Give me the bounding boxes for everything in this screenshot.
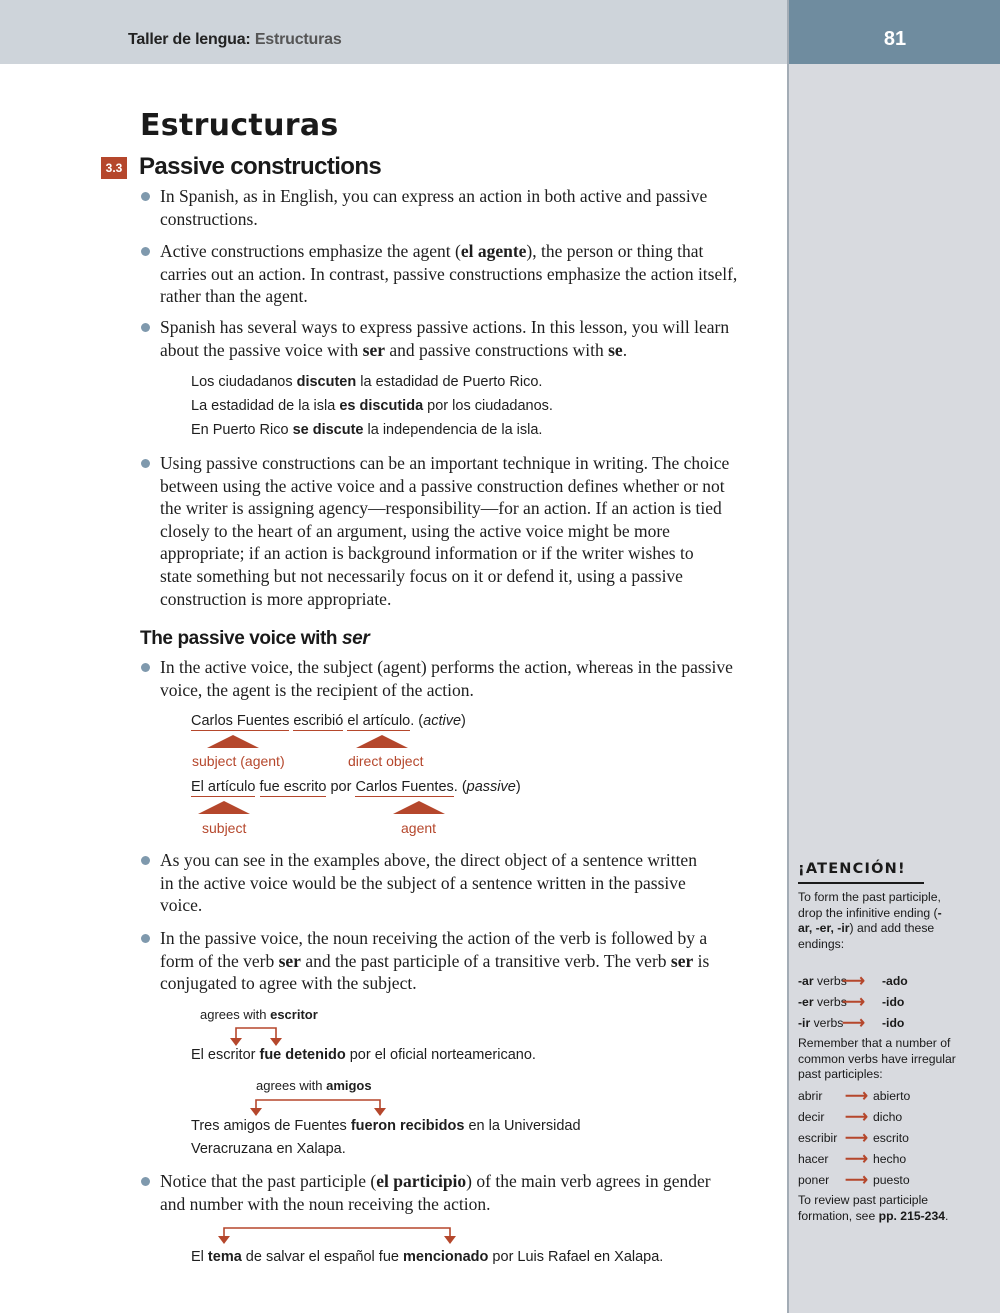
- bullet-text: and the past participle of a transitive verb. The verb: [300, 950, 671, 971]
- arrowhead: [230, 1038, 242, 1046]
- bullet-text: In the active voice, the subject (agent) performs the action, whereas in the passive voice, the agent is the recipient of the action.: [160, 657, 733, 700]
- subsection-heading-italic: ser: [342, 628, 370, 649]
- irregular-note: Remember that a number of common verbs have irregular past participles:: [798, 1036, 956, 1081]
- passive-label: passive: [466, 779, 516, 795]
- section-title: Estructuras: [140, 108, 339, 143]
- irregular-infinitive: poner: [798, 1173, 830, 1187]
- bullet-text: and passive constructions with: [385, 339, 609, 360]
- example-text: La estadidad de la isla: [191, 398, 340, 414]
- arrow-right-icon: ⟶: [845, 1088, 868, 1105]
- example-text: El escritor: [191, 1047, 260, 1063]
- section-heading: Passive constructions: [139, 153, 382, 180]
- passive-subject: El artículo: [191, 779, 256, 795]
- irregular-participle: dicho: [873, 1110, 903, 1124]
- arrowhead: [250, 1108, 262, 1116]
- bullet-text: .: [622, 339, 628, 360]
- arrow-right-icon: ⟶: [845, 1151, 868, 1168]
- bullet-text: Active constructions emphasize the agent (: [160, 241, 461, 261]
- agree-text: agrees with: [256, 1078, 327, 1093]
- ending-suffix: -ido: [882, 995, 905, 1009]
- agree-bold: amigos: [326, 1078, 372, 1093]
- bullet-text: As you can see in the examples above, the direct object of a sentence written in the active voice would be the subject of a sentence written in the passive voice.: [160, 850, 697, 916]
- agree-bold: escritor: [270, 1007, 318, 1022]
- atencion-intro: [798, 890, 948, 952]
- irregular-row: [798, 1110, 988, 1128]
- example-text: en la Universidad: [464, 1118, 581, 1134]
- bracket-escritor: [236, 1028, 276, 1040]
- side-text: .: [945, 1208, 949, 1223]
- passive-agent: Carlos Fuentes: [355, 779, 454, 795]
- bullet-text: Notice that the past participle (: [160, 1171, 377, 1191]
- arrow-right-icon: ⟶: [842, 973, 865, 990]
- side-text: To review past participle formation, see: [798, 1193, 929, 1223]
- example-text: Los ciudadanos: [191, 374, 297, 390]
- ending-row: [798, 974, 988, 992]
- arrowhead: [218, 1236, 230, 1244]
- example-text: la estadidad de Puerto Rico.: [356, 374, 543, 390]
- example-bold: tema: [207, 1249, 242, 1265]
- subsection-heading-text: The passive voice with: [140, 628, 342, 649]
- example-text: por Luis Rafael en Xalapa.: [488, 1249, 664, 1265]
- bullet-text: In Spanish, as in English, you can express an action in both active and passive constructions.: [160, 186, 708, 229]
- tag-subject: subject: [202, 820, 247, 836]
- example-amigos-line2: Veracruzana en Xalapa.: [191, 1141, 346, 1157]
- bullet-bold: el agente: [460, 241, 527, 261]
- irregular-participle: puesto: [873, 1173, 910, 1187]
- arrow-right-icon: ⟶: [842, 994, 865, 1011]
- bracket-tema: [224, 1228, 450, 1238]
- arrow-right-icon: ⟶: [845, 1172, 868, 1189]
- atencion-rule: [798, 882, 924, 884]
- example-bold: es discutida: [339, 398, 424, 414]
- page-reference: pp. 215-234: [878, 1208, 946, 1223]
- irregular-participle: escrito: [873, 1131, 909, 1145]
- ending-suffix: -ado: [882, 974, 908, 988]
- example-bold: fue detenido: [259, 1047, 346, 1063]
- active-close: ): [461, 713, 466, 729]
- example-text: de salvar el español fue: [241, 1249, 403, 1265]
- irregular-participle: hecho: [873, 1152, 907, 1166]
- irregular-infinitive: escribir: [798, 1131, 838, 1145]
- ending-row: [798, 1016, 988, 1034]
- running-head-bold: Taller de lengua:: [128, 31, 251, 48]
- agree-text: agrees with: [200, 1007, 271, 1022]
- bullet-text: In the passive voice, the noun receiving the action of the verb is followed by a form of the verb: [160, 928, 708, 971]
- example-text: la independencia de la isla.: [363, 422, 543, 438]
- arrow-right-icon: ⟶: [842, 1015, 865, 1032]
- irregular-participle: abierto: [873, 1089, 911, 1103]
- irregular-infinitive: hacer: [798, 1152, 829, 1166]
- example-bold: fueron recibidos: [350, 1118, 465, 1134]
- ending-verb: -ar: [798, 974, 814, 988]
- bullet-text: is conjugated to agree with the subject.: [160, 950, 710, 994]
- passive-verb: fue escrito: [259, 779, 327, 795]
- bullet-text: ), the person or thing that carries out an action. In contrast, passive constructions emphasize the action itself, rather than the agent.: [160, 241, 738, 307]
- arrowhead: [374, 1108, 386, 1116]
- section-number-badge: 3.3: [101, 157, 127, 179]
- irregular-row: [798, 1173, 988, 1191]
- active-label: active: [423, 713, 462, 729]
- tag-agent: agent: [401, 820, 437, 836]
- bullet-text: Using passive constructions can be an important technique in writing. The choice between using the active voice and a passive construction defines whether or not the writer is assigning agency—responsibility—for an action. If an action is tied closely to the heart of an argument, using the active voice might be more appropriate; if an action is background information or if the writer wishes to state something but not necessarily focus on it or defend it, using a passive construction is more appropriate.: [160, 453, 730, 609]
- ending-word: verbs: [810, 1016, 844, 1030]
- side-bold: -ar, -er, -ir: [798, 905, 942, 935]
- side-text: To form the past participle, drop the infinitive ending (: [798, 890, 941, 920]
- bracket-amigos: [256, 1100, 380, 1110]
- tag-subject-agent: subject (agent): [192, 753, 285, 769]
- bullet-text: Spanish has several ways to express passive actions. In this lesson, you will learn about the passive voice with: [160, 317, 730, 360]
- arrow-right-icon: ⟶: [845, 1109, 868, 1126]
- irregular-row: [798, 1152, 988, 1170]
- atencion-title: ¡ATENCIÓN!: [798, 861, 906, 877]
- bullet-text: ) of the main verb agrees in gender and number with the noun receiving the action.: [160, 1171, 711, 1214]
- review-note: [798, 1193, 958, 1224]
- arrowhead: [270, 1038, 282, 1046]
- active-end: . (: [410, 713, 424, 729]
- passive-end: . (: [453, 779, 467, 795]
- ending-word: verbs: [813, 995, 847, 1009]
- ending-row: [798, 995, 988, 1013]
- example-text: El: [191, 1249, 208, 1265]
- ending-suffix: -ido: [882, 1016, 905, 1030]
- tag-direct-object: direct object: [348, 753, 424, 769]
- example-bold: discuten: [296, 374, 357, 390]
- ending-verb: -er: [798, 995, 814, 1009]
- bullet-bold: ser: [278, 950, 301, 971]
- bullet-bold: ser: [362, 339, 386, 360]
- example-bold: mencionado: [403, 1249, 489, 1265]
- side-text: ) and add these endings:: [798, 921, 935, 951]
- active-subject: Carlos Fuentes: [191, 713, 290, 729]
- ending-word: verbs: [813, 974, 847, 988]
- example-bold: se discute: [292, 422, 364, 438]
- bullet-bold: ser: [670, 950, 694, 971]
- irregular-row: [798, 1089, 988, 1107]
- ending-verb: -ir: [798, 1016, 811, 1030]
- example-text: Tres amigos de Fuentes: [191, 1118, 351, 1134]
- active-verb: escribió: [293, 713, 344, 729]
- example-text: por los ciudadanos.: [423, 398, 553, 414]
- example-text: En Puerto Rico: [191, 422, 293, 438]
- arrowhead: [444, 1236, 456, 1244]
- irregular-infinitive: abrir: [798, 1089, 823, 1103]
- page-number: 81: [883, 28, 907, 50]
- example-text: por el oficial norteamericano.: [345, 1047, 536, 1063]
- passive-por: por: [326, 779, 356, 795]
- arrow-right-icon: ⟶: [845, 1130, 868, 1147]
- active-object: el artículo: [347, 713, 411, 729]
- passive-close: ): [515, 779, 521, 795]
- bullet-bold: el participio: [376, 1171, 467, 1191]
- irregular-infinitive: decir: [798, 1110, 825, 1124]
- irregular-row: [798, 1131, 988, 1149]
- bullet-bold: se: [608, 339, 623, 360]
- running-head-sub: Estructuras: [254, 31, 342, 48]
